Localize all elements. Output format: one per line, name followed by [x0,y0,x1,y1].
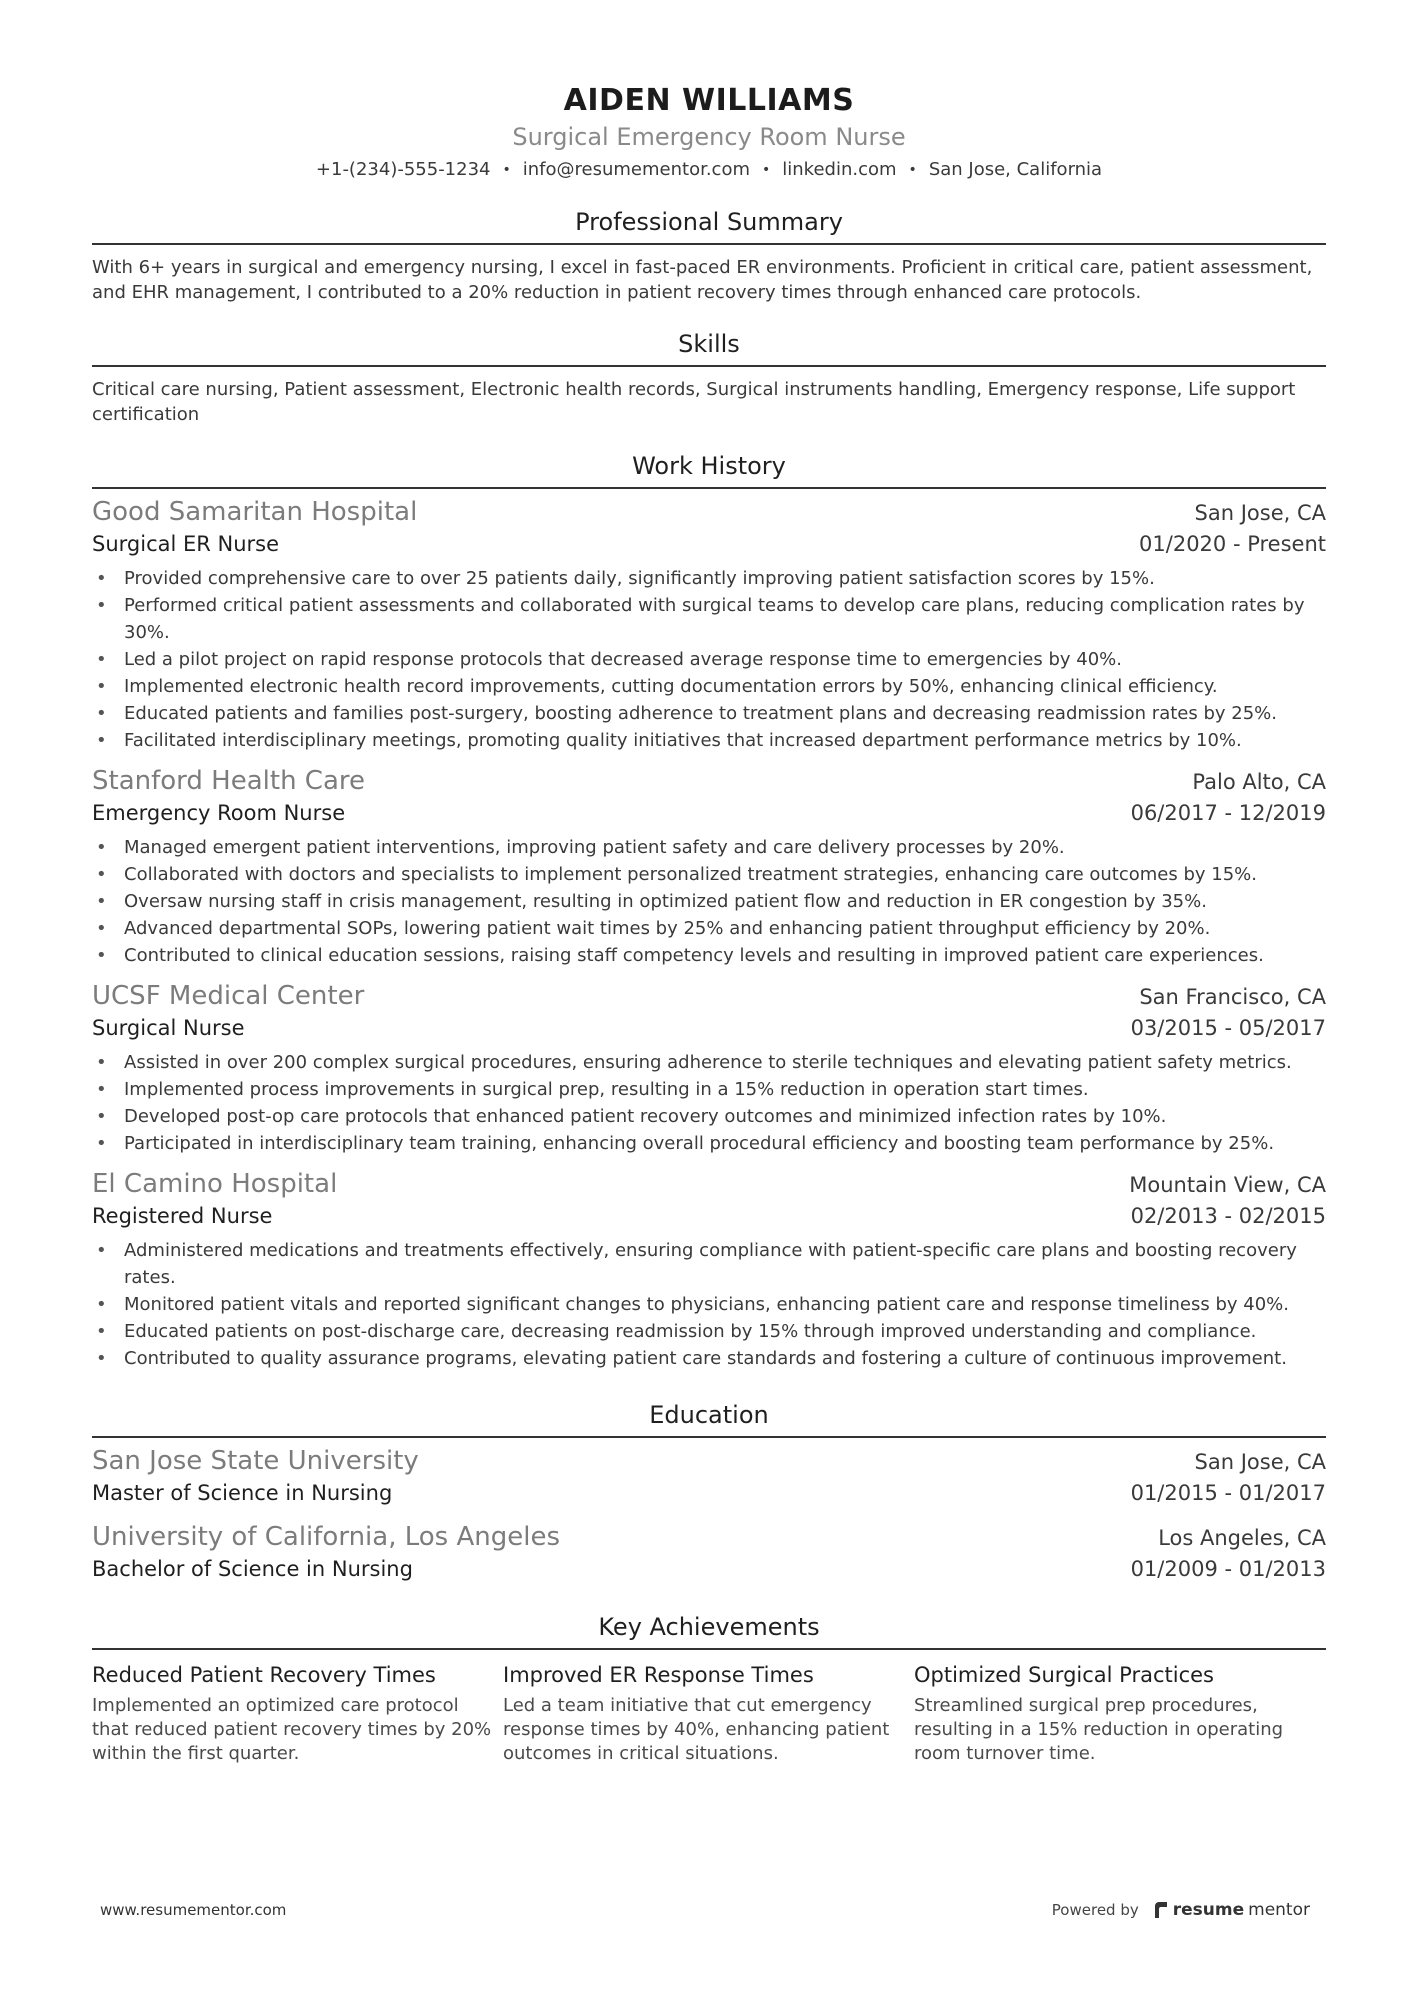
list-item: • Assisted in over 200 complex surgical procedures, ensuring adherence to sterile techniques and elevating patient safety metrics. [92,1049,1326,1076]
achievement-title: Reduced Patient Recovery Times [92,1663,436,1687]
list-item: • Facilitated interdisciplinary meetings, promoting quality initiatives that increased department performance metrics by 10%. [92,727,1326,754]
job-bullets [92,565,1326,754]
list-item: • Advanced departmental SOPs, lowering patient wait times by 25% and enhancing patient throughput efficiency by 20%. [92,915,1326,942]
location: San Jose, California [928,159,1103,180]
list-item: • Led a pilot project on rapid response protocols that decreased average response time to emergencies by 40%. [92,646,1326,673]
website-link[interactable]: www.resumementor.com [100,1901,287,1919]
job-bullets [92,834,1326,969]
job-location: San Francisco, CA [1139,985,1326,1009]
list-item: • Participated in interdisciplinary team training, enhancing overall procedural efficiency and boosting team performance by 25%. [92,1130,1326,1157]
linkedin-link[interactable]: linkedin.com [782,159,897,180]
degree: Master of Science in Nursing [92,1481,393,1505]
skills-section [92,329,1326,427]
job-dates: 01/2020 - Present [1139,532,1326,556]
list-item: • Contributed to quality assurance programs, elevating patient care standards and fostering a culture of continuous improvement. [92,1345,1326,1372]
section-heading: Education [92,1400,1326,1438]
job-role: Emergency Room Nurse [92,801,346,825]
summary-text: With 6+ years in surgical and emergency nursing, I excel in fast-paced ER environments. Proficient in critical care, patient assessment, and EHR management, I contributed to a 20% reduction in patient recovery times through enhanced care protocols. [92,257,1313,303]
education-entry [92,1520,1326,1584]
section-heading: Work History [92,451,1326,489]
achievement-desc: Led a team initiative that cut emergency response times by 40%, enhancing patient outcomes in critical situations. [503,1695,890,1764]
list-item: • Implemented electronic health record improvements, cutting documentation errors by 50%, enhancing clinical efficiency. [92,673,1326,700]
brand-name-bold: resume [1172,1900,1245,1920]
list-item: • Collaborated with doctors and specialists to implement personalized treatment strategies, enhancing care outcomes by 15%. [92,861,1326,888]
achievement-card [92,1660,503,1766]
work-section [92,451,1326,1372]
section-heading: Skills [92,329,1326,367]
resume-header [92,0,1326,183]
list-item: • Developed post-op care protocols that enhanced patient recovery outcomes and minimized infection rates by 10%. [92,1103,1326,1130]
job-role: Surgical Nurse [92,1016,245,1040]
separator: • [908,162,917,178]
achievement-desc: Streamlined surgical prep procedures, resulting in a 15% reduction in operating room turnover time. [914,1695,1284,1764]
job-dates: 02/2013 - 02/2015 [1130,1204,1326,1228]
phone: +1-(234)-555-1234 [315,159,491,180]
job-dates: 03/2015 - 05/2017 [1130,1016,1326,1040]
company-name: Stanford Health Care [92,766,366,796]
list-item: • Contributed to clinical education sessions, raising staff competency levels and resulting in improved patient care experiences. [92,942,1326,969]
summary-section [92,207,1326,305]
list-item: • Oversaw nursing staff in crisis management, resulting in optimized patient flow and reduction in ER congestion by 35%. [92,888,1326,915]
job-dates: 06/2017 - 12/2019 [1130,801,1326,825]
resume-page [92,0,1326,1766]
achievements-section [92,1612,1326,1766]
job-location: Mountain View, CA [1129,1173,1326,1197]
section-heading: Key Achievements [92,1612,1326,1650]
list-item: • Administered medications and treatments effectively, ensuring compliance with patient-specific care plans and boosting recovery rates. [92,1237,1326,1291]
email-link[interactable]: info@resumementor.com [522,159,750,180]
company-name: UCSF Medical Center [92,981,365,1011]
separator: • [762,162,771,178]
candidate-name: AIDEN WILLIAMS [563,83,855,118]
job-bullets [92,1049,1326,1157]
list-item: • Monitored patient vitals and reported significant changes to physicians, enhancing patient care and response timeliness by 40%. [92,1291,1326,1318]
powered-by [1052,1900,1310,1920]
company-name: El Camino Hospital [92,1169,338,1199]
list-item: • Managed emergent patient interventions, improving patient safety and care delivery processes by 20%. [92,834,1326,861]
brand-logo[interactable] [1153,1900,1310,1920]
list-item: • Educated patients and families post-surgery, boosting adherence to treatment plans and decreasing readmission rates by 25%. [92,700,1326,727]
job-role: Registered Nurse [92,1204,273,1228]
job-role: Surgical ER Nurse [92,532,280,556]
education-entry [92,1444,1326,1508]
job-entry [92,495,1326,754]
job-location: San Jose, CA [1194,501,1326,525]
powered-by-label: Powered by [1051,1901,1139,1919]
education-section [92,1400,1326,1584]
school-location: Los Angeles, CA [1158,1526,1326,1550]
skills-text: Critical care nursing, Patient assessment, Electronic health records, Surgical instruments handling, Emergency response, Life support certification [92,379,1296,425]
company-name: Good Samaritan Hospital [92,497,418,527]
education-dates: 01/2015 - 01/2017 [1130,1481,1326,1505]
achievement-title: Improved ER Response Times [503,1663,814,1687]
job-entry [92,764,1326,969]
brand-name-light: mentor [1248,1900,1310,1920]
degree: Bachelor of Science in Nursing [92,1557,413,1581]
page-footer [100,1900,1310,1920]
job-bullets [92,1237,1326,1372]
list-item: • Provided comprehensive care to over 25 patients daily, significantly improving patient satisfaction scores by 15%. [92,565,1326,592]
achievements-grid [92,1660,1326,1766]
school-name: San Jose State University [92,1446,419,1476]
job-entry [92,979,1326,1157]
job-entry [92,1167,1326,1372]
list-item: • Implemented process improvements in surgical prep, resulting in a 15% reduction in operation start times. [92,1076,1326,1103]
resumementor-logo-icon [1153,1901,1169,1919]
school-location: San Jose, CA [1194,1450,1326,1474]
separator: • [502,162,511,178]
contact-line [92,158,1326,183]
candidate-title: Surgical Emergency Room Nurse [512,123,906,151]
achievement-title: Optimized Surgical Practices [914,1663,1214,1687]
list-item: • Educated patients on post-discharge care, decreasing readmission by 15% through improved understanding and compliance. [92,1318,1326,1345]
section-heading: Professional Summary [92,207,1326,245]
job-location: Palo Alto, CA [1192,770,1326,794]
achievement-card [503,1660,914,1766]
education-dates: 01/2009 - 01/2013 [1130,1557,1326,1581]
list-item: • Performed critical patient assessments and collaborated with surgical teams to develop care plans, reducing complication rates by 30%. [92,592,1326,646]
achievement-desc: Implemented an optimized care protocol that reduced patient recovery times by 20% within the first quarter. [92,1695,492,1764]
school-name: University of California, Los Angeles [92,1522,561,1552]
achievement-card [914,1660,1325,1766]
